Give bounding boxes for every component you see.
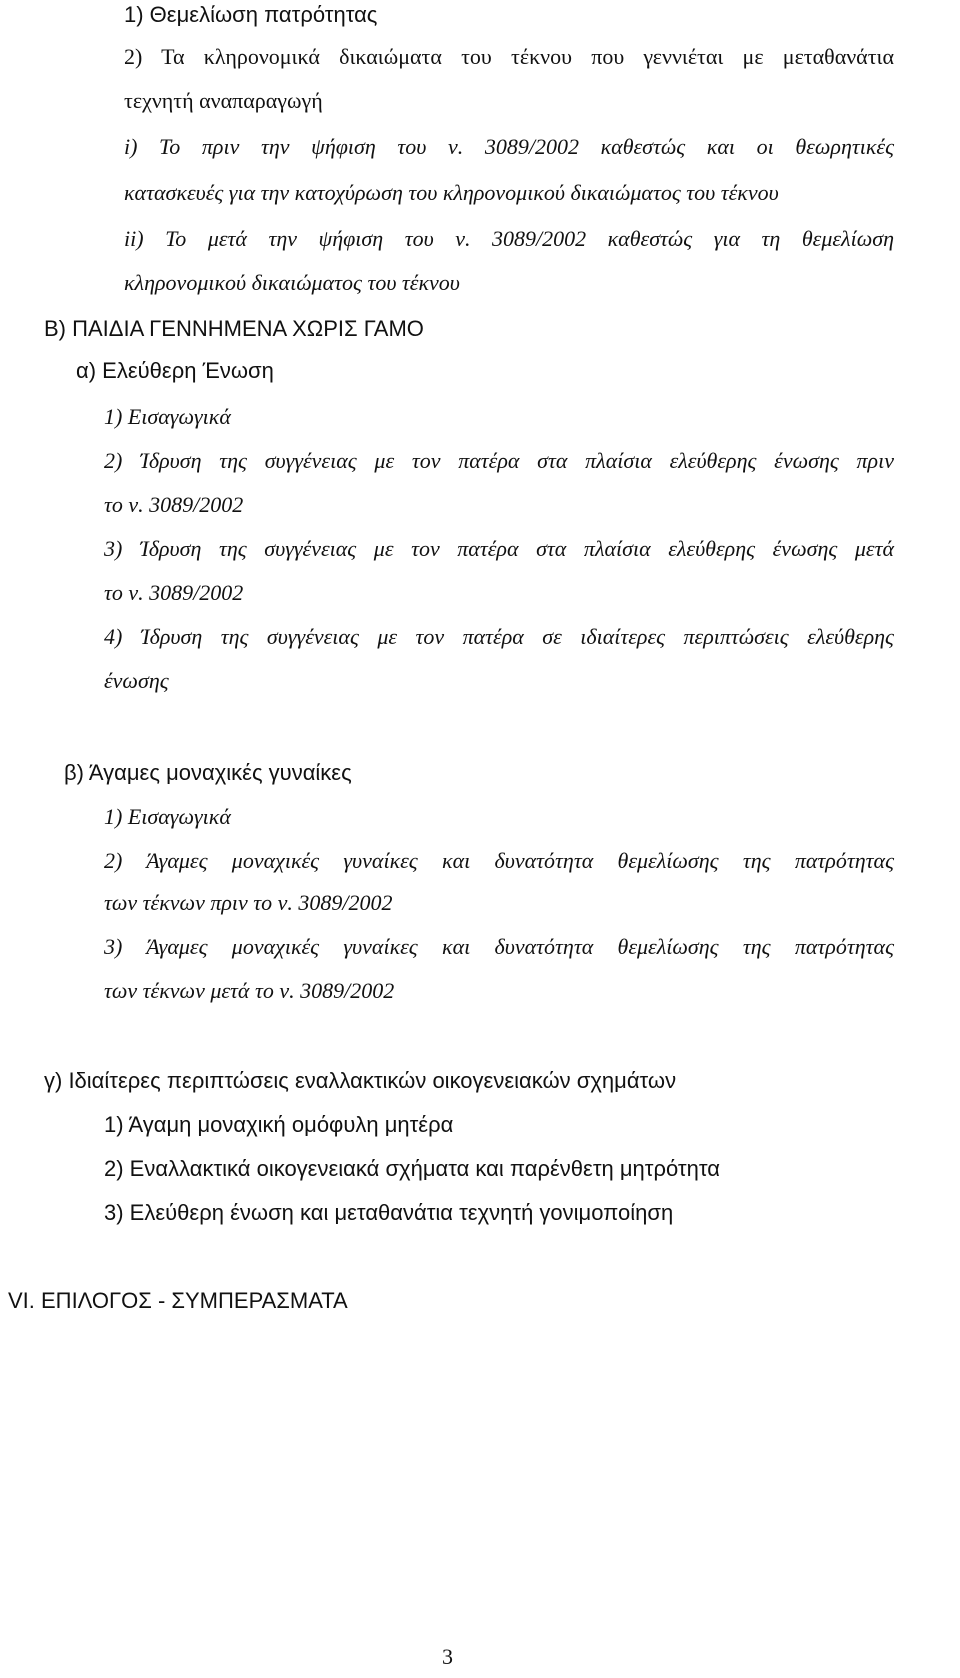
alpha-item-3-line1: 3) Ίδρυση της συγγένειας με τον πατέρα στα πλαίσια ελεύθερης ένωσης μετά — [104, 536, 894, 561]
alpha-item-4-line2: ένωσης — [104, 668, 169, 693]
alpha-item-2-line2: το ν. 3089/2002 — [104, 492, 244, 517]
gamma-item-2: 2) Εναλλακτικά οικογενειακά σχήματα και παρένθετη μητρότητα — [104, 1156, 720, 1181]
section-heading-B: Β) ΠΑΙΔΙΑ ΓΕΝΝΗΜΕΝΑ ΧΩΡΙΣ ΓΑΜΟ — [44, 316, 424, 341]
toc-item-1: 1) Θεμελίωση πατρότητας — [124, 2, 378, 27]
beta-item-2-line1: 2) Άγαμες μοναχικές γυναίκες και δυνατότητα θεμελίωσης της πατρότητας — [104, 848, 894, 873]
toc-sub-i-line1: i) Το πριν την ψήφιση του ν. 3089/2002 καθεστώς και οι θεωρητικές — [124, 134, 894, 159]
subsection-alpha-title: α) Ελεύθερη Ένωση — [76, 358, 274, 383]
toc-sub-ii-line1: ii) Το μετά την ψήφιση του ν. 3089/2002 καθεστώς για τη θεμελίωση — [124, 226, 894, 251]
toc-item-2-line2: τεχνητή αναπαραγωγή — [124, 88, 323, 113]
toc-sub-i-line2: κατασκευές για την κατοχύρωση του κληρονομικού δικαιώματος του τέκνου — [124, 180, 779, 205]
toc-sub-ii-line2: κληρονομικού δικαιώματος του τέκνου — [124, 270, 460, 295]
subsection-beta-title: β) Άγαμες μοναχικές γυναίκες — [64, 760, 352, 785]
beta-item-3-line2: των τέκνων μετά το ν. 3089/2002 — [104, 978, 395, 1003]
alpha-item-2-line1: 2) Ίδρυση της συγγένειας με τον πατέρα στα πλαίσια ελεύθερης ένωσης πριν — [104, 448, 894, 473]
toc-item-2-line1: 2) Τα κληρονομικά δικαιώματα του τέκνου που γεννιέται με μεταθανάτια — [124, 44, 894, 69]
alpha-item-3-line2: το ν. 3089/2002 — [104, 580, 244, 605]
alpha-item-4-line1: 4) Ίδρυση της συγγένειας με τον πατέρα σε ιδιαίτερες περιπτώσεις ελεύθερης — [104, 624, 894, 649]
gamma-item-3: 3) Ελεύθερη ένωση και μεταθανάτια τεχνητή γονιμοποίηση — [104, 1200, 674, 1225]
beta-item-1: 1) Εισαγωγικά — [104, 804, 231, 829]
page-number: 3 — [442, 1644, 453, 1669]
alpha-item-1: 1) Εισαγωγικά — [104, 404, 231, 429]
beta-item-2-line2: των τέκνων πριν το ν. 3089/2002 — [104, 890, 393, 915]
beta-item-3-line1: 3) Άγαμες μοναχικές γυναίκες και δυνατότητα θεμελίωσης της πατρότητας — [104, 934, 894, 959]
gamma-item-1: 1) Άγαμη μοναχική ομόφυλη μητέρα — [104, 1112, 454, 1137]
subsection-gamma-title: γ) Ιδιαίτερες περιπτώσεις εναλλακτικών οικογενειακών σχημάτων — [44, 1068, 677, 1093]
section-heading-VI: VI. ΕΠΙΛΟΓΟΣ - ΣΥΜΠΕΡΑΣΜΑΤΑ — [8, 1288, 348, 1313]
